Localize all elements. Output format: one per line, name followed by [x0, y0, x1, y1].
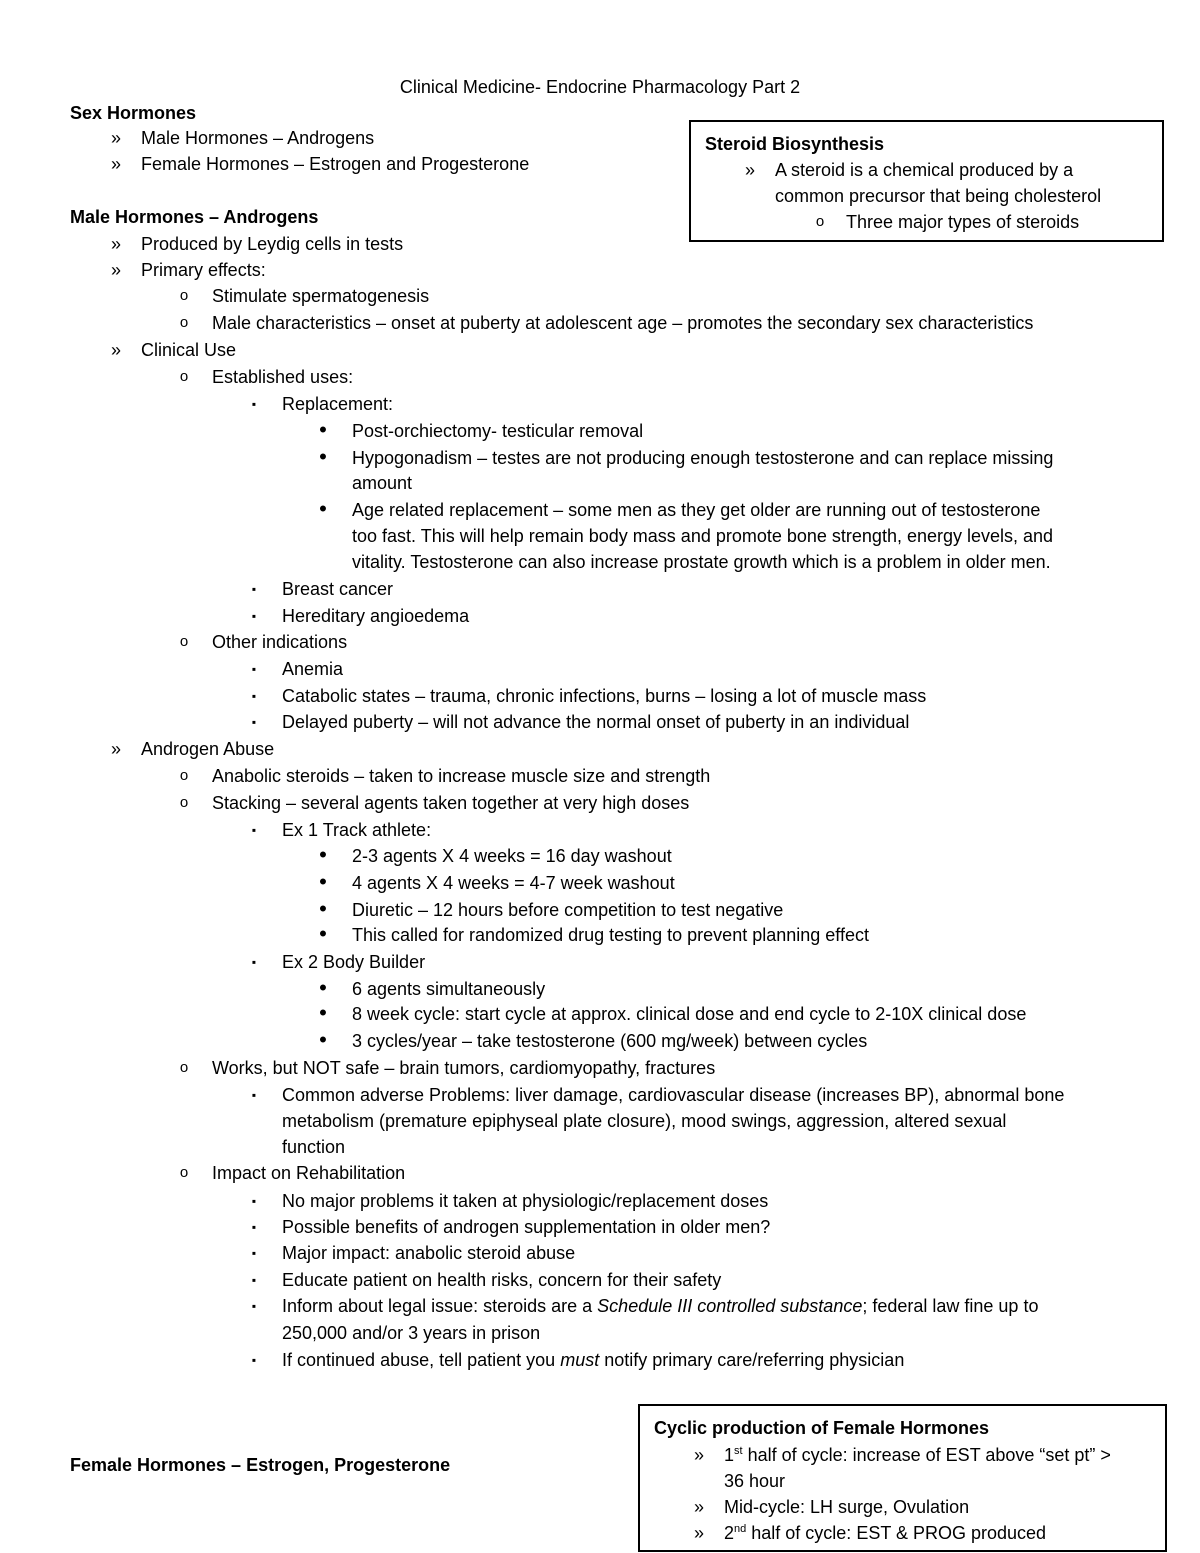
box-title: Cyclic production of Female Hormones [654, 1418, 990, 1438]
list-item: • 4 agents X 4 weeks = 4-7 week washout [352, 870, 675, 896]
list-item: ▪ Common adverse Problems: liver damage, cardiovascular disease (increases BP), abnormal bone [282, 1082, 1064, 1108]
list-item: o Established uses: [212, 364, 353, 390]
list-item: o Other indications [212, 629, 347, 655]
section-heading-male-hormones: Male Hormones – Androgens [70, 207, 319, 227]
bullet-marker: ▪ [251, 1220, 257, 1234]
list-item: » Mid-cycle: LH surge, Ovulation [724, 1494, 969, 1520]
bullet-marker: • [319, 869, 327, 894]
list-item: ▪ Anemia [282, 656, 343, 682]
list-item: ▪ No major problems it taken at physiologic/replacement doses [282, 1188, 768, 1214]
list-item: » A steroid is a chemical produced by a [775, 157, 1073, 183]
list-item-continuation: function [282, 1137, 346, 1157]
list-item: » Clinical Use [141, 337, 236, 363]
bullet-marker: • [319, 896, 327, 921]
bullet-marker: • [319, 1027, 327, 1052]
list-item-continuation: 250,000 and/or 3 years in prison [282, 1323, 541, 1343]
steroid-biosynthesis-box [689, 120, 1164, 242]
bullet-marker: o [179, 287, 189, 304]
bullet-marker: ▪ [251, 1353, 257, 1367]
list-item-continuation: common precursor that being cholesterol [775, 186, 1102, 206]
section-heading-sex-hormones: Sex Hormones [70, 103, 197, 123]
bullet-marker: ▪ [251, 715, 257, 729]
bullet-marker: » [110, 340, 121, 360]
list-item: ▪ Replacement: [282, 391, 393, 417]
document-title: Clinical Medicine- Endocrine Pharmacology Part 2 [399, 77, 801, 97]
bullet-marker: ▪ [251, 662, 257, 676]
list-item: ▪ Ex 1 Track athlete: [282, 817, 431, 843]
bullet-marker: » [110, 154, 121, 174]
bullet-marker: o [179, 1059, 189, 1076]
list-item-continuation: vitality. Testosterone can also increase prostate growth which is a problem in older men. [352, 552, 1051, 572]
list-item: • 6 agents simultaneously [352, 976, 545, 1002]
bullet-marker: • [319, 417, 327, 442]
list-item-continuation: 36 hour [724, 1471, 786, 1491]
bullet-marker: » [693, 1523, 704, 1543]
list-item: » Primary effects: [141, 257, 266, 283]
list-item: o Stacking – several agents taken together at very high doses [212, 790, 689, 816]
list-item: ▪ If continued abuse, tell patient you must notify primary care/referring physician [282, 1347, 904, 1373]
bullet-marker: • [319, 1000, 327, 1025]
list-item-continuation: too fast. This will help remain body mass and promote bone strength, energy levels, and [352, 526, 1054, 546]
bullet-marker: ▪ [251, 397, 257, 411]
bullet-marker: » [110, 128, 121, 148]
list-item: » 1st half of cycle: increase of EST above “set pt” > [724, 1442, 1111, 1468]
list-item: • Age related replacement – some men as they get older are running out of testosterone [352, 497, 1040, 523]
box-title: Steroid Biosynthesis [705, 134, 885, 154]
bullet-marker: o [815, 213, 825, 230]
bullet-marker: ▪ [251, 1194, 257, 1208]
bullet-marker: o [179, 314, 189, 331]
emphasis-text: Schedule III controlled substance [597, 1296, 863, 1316]
list-item: • This called for randomized drug testing to prevent planning effect [352, 922, 869, 948]
list-item: ▪ Possible benefits of androgen supplementation in older men? [282, 1214, 770, 1240]
bullet-marker: ▪ [251, 823, 257, 837]
bullet-marker: o [179, 1164, 189, 1181]
list-item: » Female Hormones – Estrogen and Progesterone [141, 151, 529, 177]
list-item: ▪ Catabolic states – trauma, chronic infections, burns – losing a lot of muscle mass [282, 683, 926, 709]
section-heading-female-hormones: Female Hormones – Estrogen, Progesterone [70, 1455, 451, 1475]
list-item: ▪ Hereditary angioedema [282, 603, 469, 629]
bullet-marker: o [179, 794, 189, 811]
list-item: o Three major types of steroids [846, 209, 1079, 235]
bullet-marker: • [319, 842, 327, 867]
list-item: • 2-3 agents X 4 weeks = 16 day washout [352, 843, 672, 869]
emphasis-text: must [560, 1350, 600, 1370]
bullet-marker: • [319, 921, 327, 946]
bullet-marker: ▪ [251, 1299, 257, 1313]
bullet-marker: » [110, 260, 121, 280]
bullet-marker: • [319, 496, 327, 521]
bullet-marker: o [179, 368, 189, 385]
list-item: » Male Hormones – Androgens [141, 125, 374, 151]
bullet-marker: » [110, 234, 121, 254]
list-item: ▪ Educate patient on health risks, concern for their safety [282, 1267, 721, 1293]
list-item: o Impact on Rehabilitation [212, 1160, 405, 1186]
bullet-marker: ▪ [251, 582, 257, 596]
list-item: ▪ Major impact: anabolic steroid abuse [282, 1240, 575, 1266]
list-item: o Male characteristics – onset at puberty at adolescent age – promotes the secondary sex characteristics [212, 310, 1033, 336]
list-item: • 8 week cycle: start cycle at approx. clinical dose and end cycle to 2-10X clinical dose [352, 1001, 1026, 1027]
bullet-marker: o [179, 767, 189, 784]
bullet-marker: » [693, 1445, 704, 1465]
list-item: ▪ Ex 2 Body Builder [282, 949, 425, 975]
list-item: • Diuretic – 12 hours before competition to test negative [352, 897, 783, 923]
bullet-marker: » [110, 739, 121, 759]
bullet-marker: ▪ [251, 1246, 257, 1260]
bullet-marker: ▪ [251, 609, 257, 623]
list-item: • 3 cycles/year – take testosterone (600 mg/week) between cycles [352, 1028, 867, 1054]
list-item-continuation: amount [352, 473, 413, 493]
list-item: • Hypogonadism – testes are not producing enough testosterone and can replace missing [352, 445, 1053, 471]
bullet-marker: • [319, 444, 327, 469]
bullet-marker: » [744, 160, 755, 180]
list-item: o Stimulate spermatogenesis [212, 283, 429, 309]
bullet-marker: • [319, 975, 327, 1000]
list-item: » 2nd half of cycle: EST & PROG produced [724, 1520, 1046, 1546]
list-item: » Produced by Leydig cells in tests [141, 231, 403, 257]
list-item: ▪ Inform about legal issue: steroids are a Schedule III controlled substance; federal law fine up to [282, 1293, 1038, 1319]
bullet-marker: ▪ [251, 689, 257, 703]
bullet-marker: » [693, 1497, 704, 1517]
list-item: o Works, but NOT safe – brain tumors, cardiomyopathy, fractures [212, 1055, 715, 1081]
list-item: ▪ Delayed puberty – will not advance the normal onset of puberty in an individual [282, 709, 909, 735]
list-item: • Post-orchiectomy- testicular removal [352, 418, 643, 444]
cyclic-production-box [638, 1404, 1167, 1552]
list-item: o Anabolic steroids – taken to increase muscle size and strength [212, 763, 710, 789]
list-item: » Androgen Abuse [141, 736, 274, 762]
bullet-marker: ▪ [251, 1088, 257, 1102]
list-item-continuation: metabolism (premature epiphyseal plate closure), mood swings, aggression, altered sexual [282, 1111, 1007, 1131]
list-item: ▪ Breast cancer [282, 576, 393, 602]
bullet-marker: o [179, 633, 189, 650]
bullet-marker: ▪ [251, 955, 257, 969]
bullet-marker: ▪ [251, 1273, 257, 1287]
